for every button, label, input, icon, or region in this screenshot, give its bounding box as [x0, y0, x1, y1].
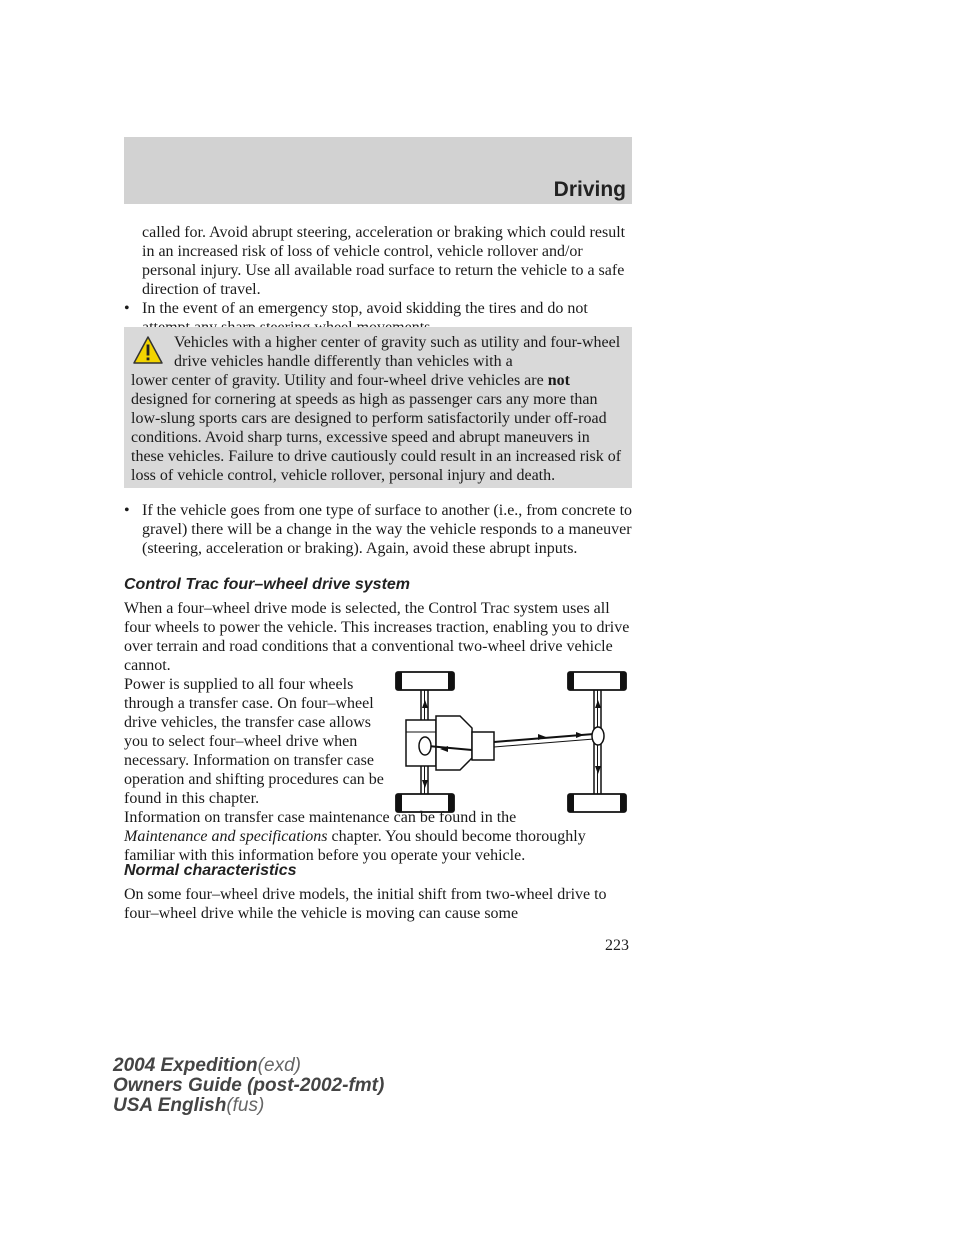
bullet-item — [124, 501, 632, 558]
warning-text-before-bold: lower center of gravity. Utility and four-wheel drive vehicles are — [131, 372, 548, 389]
maintenance-chapter-reference: Maintenance and specifications — [124, 828, 328, 845]
section2-paragraph: On some four–wheel drive models, the initial shift from two-wheel drive to four–wheel drive while the vehicle is moving can cause some — [124, 886, 607, 922]
warning-bold-word: not — [547, 372, 570, 389]
page-number: 223 — [605, 937, 629, 954]
warning-box — [124, 327, 632, 488]
footer-model: 2004 Expedition — [113, 1055, 258, 1076]
warning-triangle-icon — [132, 335, 164, 365]
bullet-marker: • — [124, 300, 130, 317]
footer-language-code: (fus) — [226, 1095, 265, 1116]
section1-paragraph-3-after: chapter. You should become thoroughly familiar with this information before you operate your vehicle. — [124, 828, 586, 864]
chapter-header — [124, 137, 632, 204]
bullet-text: If the vehicle goes from one type of surface to another (i.e., from concrete to gravel) there will be a change in the way the vehicle responds to a maneuver (steering, acceleration or braking). Again, avoid these abrupt inputs. — [142, 502, 633, 557]
section-heading-normal-characteristics: Normal characteristics — [124, 862, 297, 879]
section1-paragraph-3 — [124, 808, 632, 865]
bullet-text: In the event of an emergency stop, avoid skidding the tires and do not — [142, 300, 588, 317]
footer-guide-format: Owners Guide (post-2002-fmt) — [113, 1075, 385, 1096]
document-footer — [113, 1056, 384, 1116]
footer-language: USA English — [113, 1095, 227, 1116]
warning-text-after-bold: designed for cornering at speeds as high as passenger cars any more than low-slung sports cars are designed to perform satisfactorily under off-road conditions. Avoid sharp turns, excessive speed and abrupt maneuvers in these vehicles. Failure to drive cautiously could result in an increased risk of loss of vehicle control, vehicle rollover, personal injury and death. — [131, 391, 622, 484]
section1-paragraph-2: Power is supplied to all four wheels through a transfer case. On four–wheel drive vehicles, the transfer case allows you to select four–wheel drive when necessary. Information on transfer case operation and shifting procedures can be found in this chapter. — [124, 676, 384, 807]
warning-text — [131, 371, 626, 485]
section1-paragraph-1: When a four–wheel drive mode is selected, the Control Trac system uses all four wheels to power the vehicle. This increases traction, enabling you to drive over terrain and road conditions that a conventional two-wheel drive vehicle cannot. — [124, 600, 630, 674]
warning-text-first: Vehicles with a higher center of gravity such as utility and four-wheel drive vehicles handle differently than vehicles with a — [174, 334, 621, 370]
four-wheel-drivetrain-diagram — [388, 668, 632, 816]
footer-model-code: (exd) — [257, 1055, 301, 1076]
bullet-marker: • — [124, 502, 130, 519]
section1-paragraph-3-before: Information on transfer case maintenance can be found in the — [124, 809, 517, 826]
chapter-title: Driving — [553, 178, 626, 201]
intro-paragraph: called for. Avoid abrupt steering, acceleration or braking which could result in an increased risk of loss of vehicle control, vehicle rollover and/or personal injury. Use all available road surface to return the vehicle to a safe direction of travel. — [142, 224, 626, 298]
section-heading-control-trac: Control Trac four–wheel drive system — [124, 576, 411, 593]
